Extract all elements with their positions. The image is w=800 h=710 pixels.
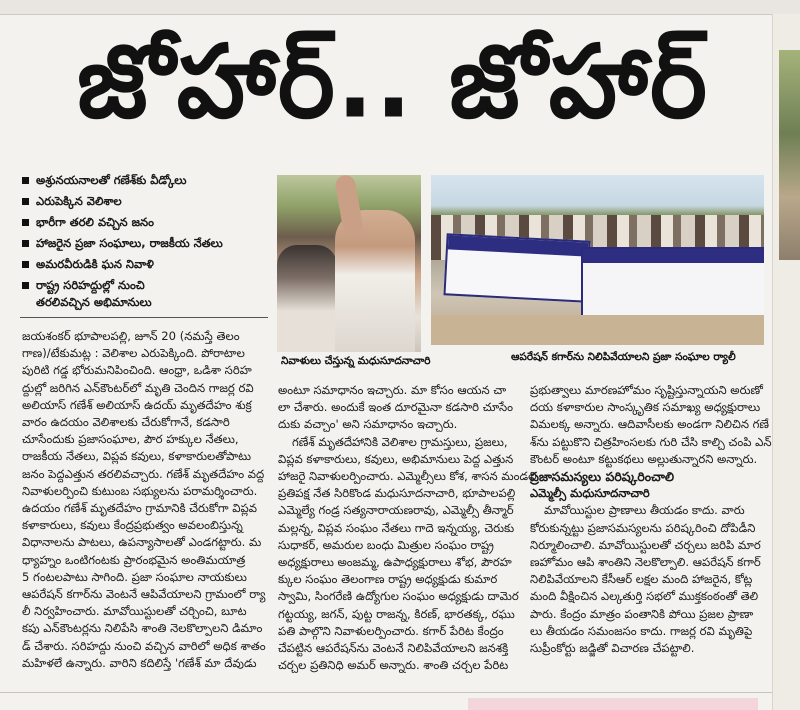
article-column-3: ప్రభుత్వాలు మారణహోమం సృష్టిస్తున్నాయని అరుణో దయ కళాకారుల సాంస్కృతిక సమాఖ్య అధ్యక్షురాలు విమలక్క అన్నారు. ఆదివాసీలకు అండగా నిలిచిన గణే శ్‌ను పట్టుకొని చిత్రహింసలకు గురి చేసి కాల్చి చంపి ఎన్ కౌంటర్ అంటూ కట్టుకథలు అల్లుతున్నారని అన్నారు. ప్రజాసమస్యలు పరిష్కరించాలి ఎమ్మెల్సీ మధుసూదనాచారి మావోయిస్టుల ప్రాణాలు తీయడం కాదు. వారు కోరుకున్నట్టు ప్రజాసమస్యలను పరిష్కరించి దోపిడీని నిర్మూలించాలి. మావోయిస్టులతో చర్చలు జరిపి మార ణహోమం ఆపి శాంతిని నెలకొల్పాలి. ఆపరేషన్ కగార్ నిలిపివేయాలని కేసీఆర్ లక్షల మంది హాజరైన, కోట్ల మంది వీక్షించిన ఎల్కతుర్తి సభలో ముక్తకంఠంతో తెలి పారు. కేంద్రం మాత్రం పంతానికి పోయి ప్రజల ప్రాణా లు తీయడం సమంజసం కాదు. గాజర్ల రవి మృతిపై సుప్రీంకోర్టు జడ్జితో విచారణ చేపట్టాలి. — [530, 383, 772, 656]
highlight-item: హాజరైన ప్రజా సంఘాలు, రాజకీయ నేతలు — [18, 235, 268, 252]
subheading-byline: ఎమ్మెల్సీ మధుసూదనాచారి — [530, 486, 650, 501]
photo-rally — [431, 175, 764, 345]
article-column-1: జయశంకర్ భూపాలపల్లి, జూన్ 20 (నమస్తే తెలం గాణ)/టేకుమట్ల : వెలిశాల ఎరుపెక్కింది. పోరాటాల పురిటి గడ్డ భోరుమనిపించింది. ఆంధ్రా, ఒడిశా సరిహ ద్దుల్లో జరిగిన ఎన్‌కౌంటర్‌లో మృతి చెందిన గాజర్ల రవి అలియాస్ గణేశ్ అలియాస్ ఉదయ్ మృతదేహం శుక్ర వారం ఉదయం వెలిశాలకు చేరుకోగానే, కడసారి చూసేందుకు ప్రజాసంఘాల, పౌర హక్కుల నేతలు, రాజకీయ నేతలు, విప్లవ కవులు, కళాకారులతోపాటు జనం పెద్దఎత్తున తరలివచ్చారు. గణేశ్ మృతదేహం వద్ద నివాళులర్పించి కుటుంబ సభ్యులను పరామర్శించారు. ఉదయం గణేశ్ మృతదేహం గ్రామానికి చేరుకోగా విప్లవ కళాకారులు, కవులు కేంద్రప్రభుత్వం అవలంబిస్తున్న విధానాలను పాటలు, ఉపన్యాసాలతో ఎండగట్టారు. మ ధ్యాహ్నం ఒంటిగంటకు ప్రారంభమైన అంతిమయాత్ర 5 గంటలపాటు సాగింది. ప్రజా సంఘాల నాయకులు ఆపరేషన్ కగార్‌ను వెంటనే ఆపివేయాలని గ్రామంలో ర్యా లీ నిర్వహించారు. మావోయిస్టులతో చర్చించి, బూట కపు ఎన్‌కౌంటర్లను నిలిపేసి శాంతి నెలకొల్పాలని డిమాం డ్ చేశారు. సరిహద్దు నుంచి వచ్చిన వారిలో అధిక శాతం మహిళలే ఉన్నారు. వారిని కదిలిస్తే 'గణేశ్ మా దేవుడు — [22, 329, 266, 670]
page-top-edge — [0, 0, 800, 15]
highlight-item: ఎరుపెక్కిన వెలిశాల — [18, 193, 268, 210]
highlight-item: రాష్ట్ర సరిహద్దుల్లో నుంచి తరలివచ్చిన అభిమానులు — [18, 277, 268, 311]
headline-text: జోహార్.. జోహార్ — [77, 23, 709, 141]
article-column-2: అంటూ సమాధానం ఇచ్చారు. మా కోసం ఆయన చా లా చేశారు. అందుకే ఇంత దూరమైనా కడసారి చూసేం దుకు వచ్చాం' అని సమాధానం ఇచ్చారు. గణేశ్ మృతదేహానికి వెలిశాల గ్రామస్తులు, ప్రజలు, విప్లవ కళాకారులు, కవులు, అభిమానులు పెద్ద ఎత్తున హాజరై నివాళులర్పించారు. ఎమ్మెల్సీలు కోశ, శాసన మండలి ప్రతిపక్ష నేత సిరికొండ మధుసూదనాచారి, భూపాలపల్లి ఎమ్మెల్యే గండ్ర సత్యనారాయణరావు, ఎమ్మెల్సీ తీన్మార్ మల్లన్న, విప్లవ సంఘం నేతలు గాదె ఇన్నయ్య, చెరుకు సుధాకర్, అమరుల బంధు మిత్రుల సంఘం రాష్ట్ర అధ్యక్షురాలు అంజమ్మ, ఉపాధ్యక్షురాలు శోభ, పౌరహ క్కుల సంఘం తెలంగాణ రాష్ట్ర అధ్యక్షుడు కుమార స్వామి, సింగరేణి ఉద్యోగుల సంఘం అధ్యక్షుడు దామెర గట్టయ్య, జగన్, పుట్ట రాజన్న, కిరణ్, భారతక్క, రఘు పతి పాల్గొని నివాళులర్పించారు. కగార్ పేరిట కేంద్రం చేపట్టిన ఆపరేషన్‌ను వెంటనే నిలిపివేయాలని జనశక్తి చర్చల ప్రతినిధి అమర్ అన్నారు. శాంతి చర్చల పేరిట — [278, 383, 537, 673]
adjacent-photo — [779, 50, 800, 260]
adjacent-column-strip — [772, 14, 800, 710]
bullet-square-icon — [22, 198, 29, 205]
bullet-square-icon — [22, 240, 29, 247]
bullet-square-icon — [22, 282, 29, 289]
highlight-item: భారీగా తరలి వచ్చిన జనం — [18, 214, 268, 231]
bullet-square-icon — [22, 219, 29, 226]
photo-caption: నివాళులు చేస్తున్న మధుసూదనాచారి — [281, 355, 431, 367]
divider — [20, 317, 268, 318]
headline — [18, 22, 768, 142]
highlight-item: అమరవీరుడికి ఘన నివాళి — [18, 256, 268, 273]
highlight-item: అశ్రునయనాలతో గణేశ్‌కు వీడ్కోలు — [18, 172, 268, 189]
divider — [0, 692, 772, 693]
subheading: ప్రజాసమస్యలు పరిష్కరించాలి — [530, 469, 675, 485]
highlights-list — [18, 172, 268, 315]
bullet-square-icon — [22, 261, 29, 268]
photo-caption: ఆపరేషన్ కగార్‌ను నిలిపివేయాలని ప్రజా సంఘాల ర్యాలీ — [511, 351, 736, 363]
adjacent-article-edge — [468, 698, 758, 710]
photo-tribute — [277, 175, 421, 352]
highlight-continuation: తరలివచ్చిన అభిమానులు — [36, 295, 152, 309]
bullet-square-icon — [22, 177, 29, 184]
